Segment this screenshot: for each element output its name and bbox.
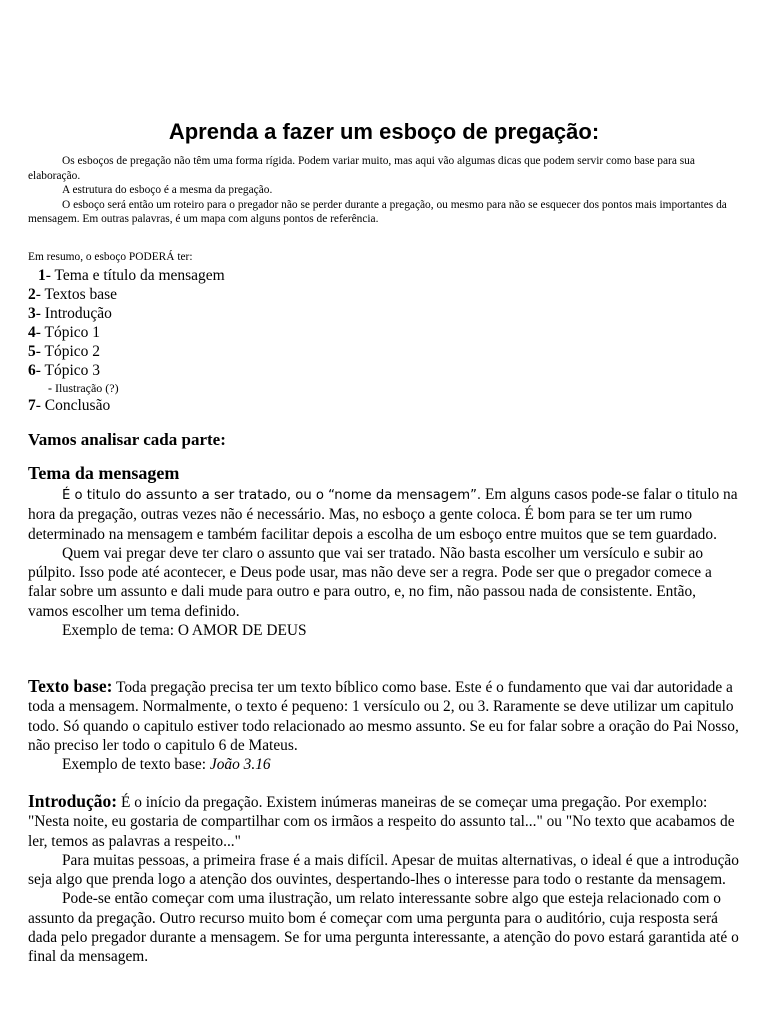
- tema-paragraph: Quem vai pregar deve ter claro o assunto que vai ser tratado. Não basta escolher um versículo e subir ao púlpito. Isso pode até acontecer, e Deus pode usar, mas não deve ser a regra. Pode ser que o pregador comece a falar sobre um assunto e dali mude para outro e para outro, e, no fim, não passou nada de consistente. Então, vamos escolher um tema definido.: [28, 544, 712, 620]
- intro-block: [28, 154, 740, 227]
- analyze-heading: Vamos analisar cada parte:: [28, 430, 226, 449]
- tema-section: [28, 485, 740, 640]
- list-item: 1- Tema e título da mensagem: [38, 267, 225, 284]
- list-item: 7- Conclusão: [28, 397, 111, 414]
- texto-section: [28, 677, 740, 774]
- introducao-section: [28, 792, 740, 967]
- list-item: - Ilustração (?): [48, 381, 119, 395]
- tema-example: Exemplo de tema: O AMOR DE DEUS: [62, 622, 307, 640]
- page-title: Aprenda a fazer um esboço de pregação:: [168, 119, 600, 144]
- summary-lead: Em resumo, o esboço PODERÁ ter:: [28, 251, 193, 263]
- tema-paragraph: É o titulo do assunto a ser tratado, ou o “nome da mensagem”. Em alguns casos pode-se falar o titulo na hora da pregação, outras vezes não é necessário. Mas, no esboço a gente coloca. É bom para se ter um rumo determinado na mensagem e também facilitar depois a escolha de um esboço entre muitos que se tem guardado.: [28, 486, 738, 543]
- list-item: 4- Tópico 1: [28, 324, 101, 341]
- introducao-label: Introdução:: [28, 791, 118, 811]
- texto-label: Texto base:: [28, 676, 113, 696]
- list-item: 5- Tópico 2: [28, 343, 101, 360]
- list-item: 6- Tópico 3: [28, 362, 101, 379]
- texto-example: Exemplo de texto base: João 3.16: [62, 756, 271, 774]
- intro-paragraph: A estrutura do esboço é a mesma da pregação.: [62, 184, 273, 196]
- introducao-paragraph: Introdução: É o início da pregação. Existem inúmeras maneiras de se começar uma pregação. Por exemplo: "Nesta noite, eu gostaria de compartilhar com os irmãos a respeito do assunto tal..." ou "No texto que acabamos de ler, temos as palavras a respeito...": [28, 791, 735, 850]
- intro-paragraph: O esboço será então um roteiro para o pregador não se perder durante a pregação, ou mesmo para não se esquecer dos pontos mais importantes da mensagem. Em outras palavras, é um mapa com alguns pontos de referência.: [28, 198, 727, 225]
- introducao-paragraph: Pode-se então começar com uma ilustração, um relato interessante sobre algo que esteja relacionado com o assunto da pregação. Outro recurso muito bom é começar com uma pergunta para o auditório, cuja resposta será dada pelo pregador durante a mensagem. Se for uma pergunta interessante, a atenção do povo estará garantida até o final da mensagem.: [28, 890, 739, 966]
- outline-list: [28, 266, 740, 415]
- list-item: 3- Introdução: [28, 305, 112, 322]
- tema-heading: Tema da mensagem: [28, 463, 180, 483]
- list-item: 2- Textos base: [28, 286, 118, 303]
- texto-paragraph: Texto base: Toda pregação precisa ter um texto bíblico como base. Este é o fundamento que vai dar autoridade a toda a mensagem. Normalmente, o texto é pequeno: 1 versículo ou 2, ou 3. Raramente se deve utilizar um capitulo todo. Só quando o capitulo estiver todo relacionado ao mesmo assunto. Se eu for falar sobre a oração do Pai Nosso, não preciso ler todo o capitulo 6 de Mateus.: [28, 676, 739, 754]
- introducao-paragraph: Para muitas pessoas, a primeira frase é a mais difícil. Apesar de muitas alternativas, o ideal é que a introdução seja algo que prenda logo a atenção dos ouvintes, despertando-lhes o interesse para todo o restante da mensagem.: [28, 851, 739, 889]
- intro-paragraph: Os esboços de pregação não têm uma forma rígida. Podem variar muito, mas aqui vão algumas dicas que podem servir como base para sua elaboração.: [28, 155, 695, 182]
